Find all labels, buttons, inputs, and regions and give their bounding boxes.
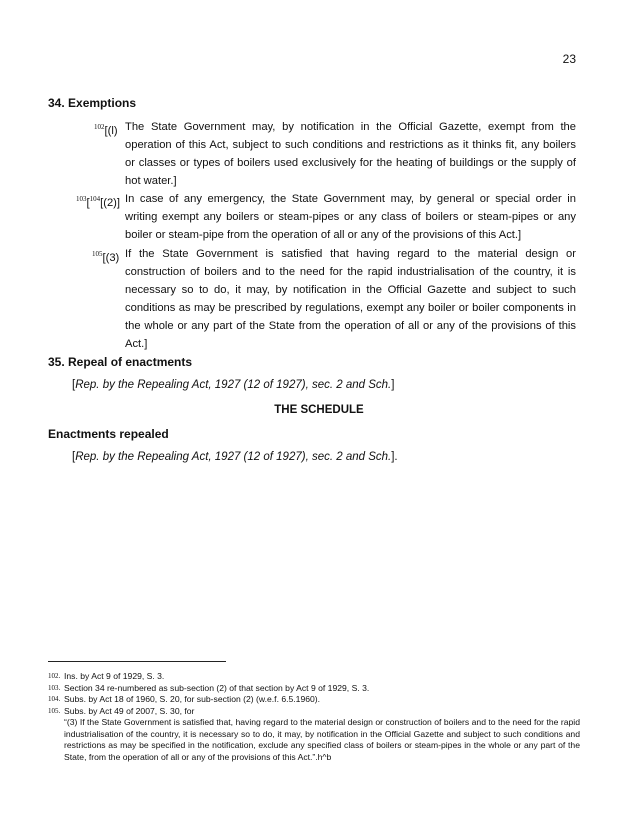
footnote-105-quoted-text: “(3) If the State Government is satisfied that, having regard to the material design or construction of boilers and to the need for the rapid industrialisation of the country, it is necessary so to do, it may, by notification in the Official Gazette and subject to such conditions and restrictions as may be specified in the notification, exclude any specified class of boilers or steam-pipes in the whole or any part of the State, from the operation of all or any of the provisions of this Act.”.h^b bbox=[64, 717, 580, 762]
footnote-text: Section 34 re-numbered as sub-section (2) of that section by Act 9 of 1929, S. 3. bbox=[64, 682, 370, 693]
para-2-label: $^{103}$[$^{104}$[(2)] bbox=[76, 195, 120, 209]
footnote-103 bbox=[48, 683, 580, 695]
footnote-number: 105. bbox=[48, 706, 61, 715]
footnote-text: Subs. by Act 49 of 2007, S. 30, for bbox=[64, 705, 195, 716]
footnote-marker-105[interactable]: 105 bbox=[92, 250, 103, 258]
para-2-text: In case of any emergency, the State Government may, by general or special order in writing exempt any boilers or steam-pipes or any class of boilers or steam-pipes or any boiler or steam-pipe from the operation of all or any of the provisions of this Act.] bbox=[125, 193, 576, 241]
footnote-marker-103[interactable]: 103 bbox=[76, 195, 87, 203]
para-3-text: If the State Government is satisfied that having regard to the material design or construction of boilers and to the need for the rapid industrialisation of the country, it is necessary so to do, it may, by notification in the Official Gazette and subject to such conditions as may be prescribed by regulations, exempt any boiler or boiler components in the whole or any part of the State from the operation of all or any of the provisions of this Act.] bbox=[125, 248, 576, 350]
footnote-marker-102[interactable]: 102 bbox=[94, 123, 105, 131]
section-35-heading: 35. Repeal of enactments bbox=[48, 355, 193, 369]
footnote-divider bbox=[48, 661, 226, 662]
footnote-text: Ins. by Act 9 of 1929, S. 3. bbox=[64, 671, 165, 681]
footnote-marker-104[interactable]: 104 bbox=[89, 195, 101, 203]
footnote-number: 103. bbox=[48, 683, 61, 692]
footnote-105 bbox=[48, 706, 580, 718]
footnote-text: Subs. by Act 18 of 1960, S. 20, for sub-section (2) (w.e.f. 6.5.1960). bbox=[64, 694, 321, 704]
para-1-label: $^{102}$[(l) bbox=[94, 123, 118, 137]
footnotes bbox=[48, 671, 580, 763]
schedule-title: THE SCHEDULE bbox=[274, 404, 364, 416]
para-1-text: The State Government may, by notification in the Official Gazette, exempt from the operation of this Act, subject to such conditions and restrictions as it thinks fit, any boilers or classes or types of boilers used exclusively for the heating of buildings or the supply of hot water.] bbox=[125, 121, 576, 187]
page-number: 23 bbox=[562, 52, 576, 66]
footnote-number: 104. bbox=[48, 695, 61, 703]
footnote-number: 102. bbox=[48, 672, 61, 680]
para-3-label: $^{105}$[(3) bbox=[92, 250, 120, 264]
section-35-repeal-note: [Rep. by the Repealing Act, 1927 (12 of 1927), sec. 2 and Sch.] bbox=[72, 379, 395, 391]
schedule-heading: Enactments repealed bbox=[48, 427, 169, 441]
section-34-heading: 34. Exemptions bbox=[48, 96, 137, 110]
schedule-repeal-note: [Rep. by the Repealing Act, 1927 (12 of 1927), sec. 2 and Sch.]. bbox=[72, 451, 398, 463]
footnote-102 bbox=[48, 671, 580, 683]
footnote-104 bbox=[48, 694, 580, 706]
